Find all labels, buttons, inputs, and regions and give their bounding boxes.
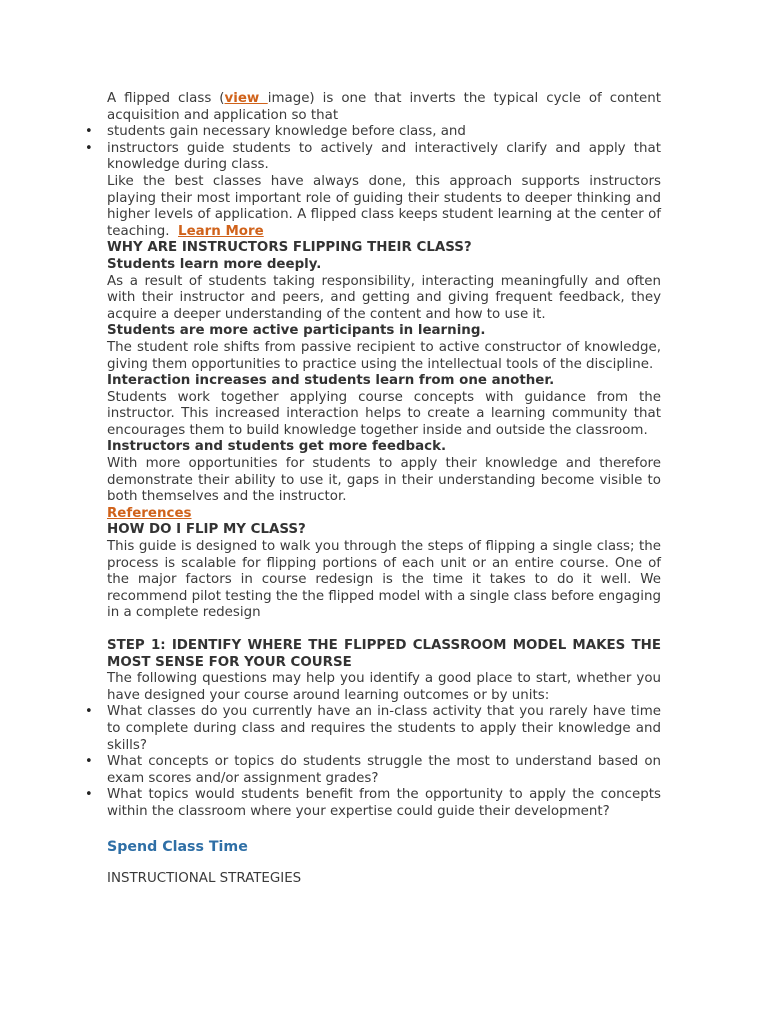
- step1-question-list: [107, 704, 661, 820]
- view-image-link[interactable]: view: [224, 91, 268, 106]
- intro-approach-paragraph: Like the best classes have always done, this approach supports instructors playing their most important role of guiding their students to deeper thinking and higher levels of application. A flipped class keeps student learning at the center of teaching. Learn More: [107, 173, 661, 239]
- intro-paragraph: A flipped class (view image) is one that inverts the typical cycle of content acquisition and application so that: [107, 91, 662, 123]
- intro-bullet-list: [107, 124, 661, 174]
- document-body: [107, 91, 661, 888]
- list-item: • students gain necessary knowledge before class, and: [107, 124, 661, 141]
- why-item-title: Students are more active participants in learning.: [107, 323, 486, 339]
- references-link[interactable]: References: [107, 505, 192, 521]
- list-item: • What concepts or topics do students struggle the most to understand based on exam scores and/or assignment grades?: [107, 754, 661, 787]
- list-item: • What topics would students benefit from the opportunity to apply the concepts within the classroom where your expertise could guide their development?: [107, 787, 661, 820]
- why-item-body: The student role shifts from passive recipient to active constructor of knowledge, giving them opportunities to practice using the intellectual tools of the discipline.: [107, 339, 661, 372]
- spacer: [107, 821, 661, 839]
- spacer: [107, 855, 661, 871]
- why-heading: WHY ARE INSTRUCTORS FLIPPING THEIR CLASS?: [107, 240, 472, 256]
- why-item-body: As a result of students taking responsibility, interacting meaningfully and often with their instructor and peers, and getting and giving frequent feedback, they acquire a deeper understanding of the content and how to use it.: [107, 273, 661, 322]
- why-item-title: Students learn more deeply.: [107, 256, 322, 272]
- list-item: • What classes do you currently have an in-class activity that you rarely have time to complete during class and requires the students to apply their knowledge and skills?: [107, 704, 661, 754]
- how-body: This guide is designed to walk you through the steps of flipping a single class; the process is scalable for flipping portions of each unit or an entire course. One of the major factors in course redesign is the time it takes to do it well. We recommend pilot testing the the flipped model with a single class before engaging in a complete redesign: [107, 539, 661, 621]
- spacer: [107, 622, 661, 638]
- how-heading: HOW DO I FLIP MY CLASS?: [107, 522, 306, 538]
- instructional-strategies-heading: INSTRUCTIONAL STRATEGIES: [107, 871, 302, 887]
- why-item-body: With more opportunities for students to apply their knowledge and therefore demonstrate their ability to use it, gaps in their understanding become visible to both themselves and the instructor.: [107, 456, 661, 505]
- learn-more-link[interactable]: Learn More: [178, 223, 264, 239]
- step1-heading: STEP 1: IDENTIFY WHERE THE FLIPPED CLASSROOM MODEL MAKES THE MOST SENSE FOR YOUR COURSE: [107, 638, 661, 670]
- spend-class-time-heading: Spend Class Time: [107, 838, 248, 855]
- why-item-title: Interaction increases and students learn from one another.: [107, 373, 555, 389]
- why-item-title: Instructors and students get more feedback.: [107, 439, 447, 455]
- why-item-body: Students work together applying course concepts with guidance from the instructor. This increased interaction helps to create a learning community that encourages them to build knowledge together inside and outside the classroom.: [107, 389, 661, 438]
- list-item: • instructors guide students to actively and interactively clarify and apply that knowledge during class.: [107, 141, 661, 174]
- step1-intro: The following questions may help you identify a good place to start, whether you have designed your course around learning outcomes or by units:: [107, 671, 661, 703]
